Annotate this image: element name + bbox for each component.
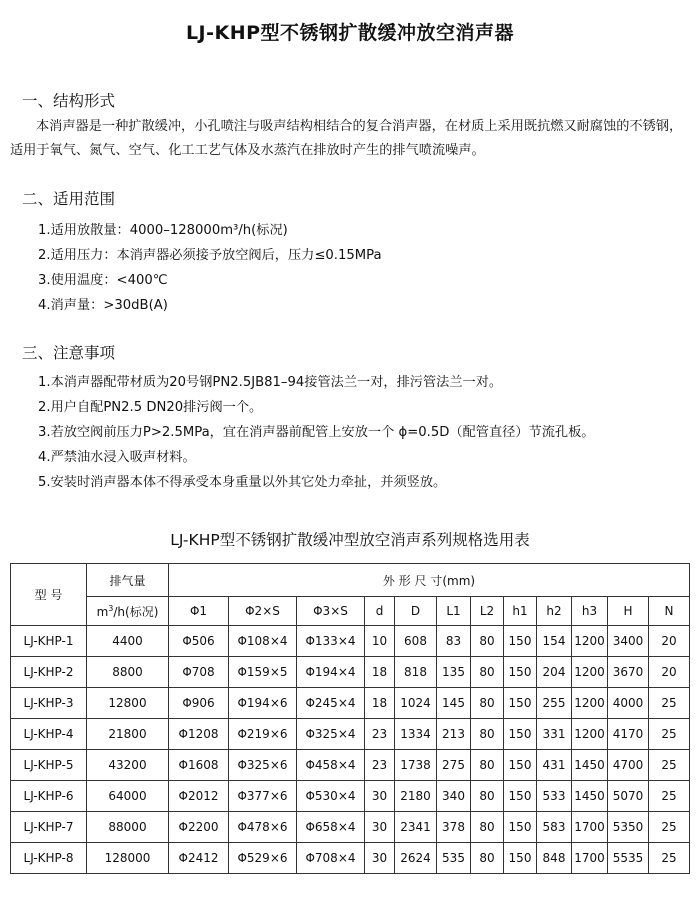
model-cell: LJ-KHP-3 <box>11 688 87 719</box>
table-header-row <box>11 564 690 597</box>
table-cell: 64000 <box>87 781 169 812</box>
table-cell: 378 <box>437 812 471 843</box>
table-cell: Φ530×4 <box>297 781 365 812</box>
table-cell: 3670 <box>608 657 649 688</box>
section-3-item: 4.严禁油水浸入吸声材料。 <box>38 450 196 465</box>
table-cell: 135 <box>437 657 471 688</box>
section-2-item: 1.适用放散量：4000–128000m³/h(标况) <box>38 223 288 238</box>
table-cell: 4400 <box>87 626 169 657</box>
table-cell: 150 <box>504 626 537 657</box>
table-cell: 80 <box>471 657 504 688</box>
model-cell: LJ-KHP-5 <box>11 750 87 781</box>
section-1-heading: 一、结构形式 <box>22 92 116 110</box>
table-cell: 23 <box>365 719 395 750</box>
table-row <box>11 688 690 719</box>
table-row <box>11 843 690 874</box>
table-subheader-row <box>11 597 690 626</box>
table-cell: 5350 <box>608 812 649 843</box>
table-cell: 80 <box>471 750 504 781</box>
table-cell: 12800 <box>87 688 169 719</box>
column-header: N <box>649 597 690 626</box>
column-header: h2 <box>537 597 572 626</box>
model-cell: LJ-KHP-2 <box>11 657 87 688</box>
table-cell: 30 <box>365 843 395 874</box>
table-cell: 21800 <box>87 719 169 750</box>
table-cell: Φ478×6 <box>229 812 297 843</box>
table-title: LJ-KHP型不锈钢扩散缓冲型放空消声系列规格选用表 <box>170 531 530 549</box>
table-cell: 1200 <box>572 657 608 688</box>
table-cell: 535 <box>437 843 471 874</box>
column-header: H <box>608 597 649 626</box>
table-cell: 20 <box>649 626 690 657</box>
table-cell: 2341 <box>395 812 437 843</box>
header-dimensions: 外 形 尺 寸(mm) <box>169 564 690 597</box>
table-cell: 431 <box>537 750 572 781</box>
table-cell: 1738 <box>395 750 437 781</box>
header-flow: 排气量 <box>87 564 169 597</box>
table-cell: 150 <box>504 812 537 843</box>
header-flow-unit: $m^3/h$(标况) <box>87 597 169 626</box>
model-cell: LJ-KHP-8 <box>11 843 87 874</box>
column-header: h3 <box>572 597 608 626</box>
table-cell: 608 <box>395 626 437 657</box>
table-cell: 3400 <box>608 626 649 657</box>
table-cell: Φ2412 <box>169 843 229 874</box>
table-cell: 150 <box>504 750 537 781</box>
table-cell: 150 <box>504 781 537 812</box>
column-header: L2 <box>471 597 504 626</box>
table-cell: 5070 <box>608 781 649 812</box>
column-header: L1 <box>437 597 471 626</box>
table-cell: 204 <box>537 657 572 688</box>
table-cell: 1200 <box>572 688 608 719</box>
section-3-item: 5.安装时消声器本体不得承受本身重量以外其它处力牵扯，并须竖放。 <box>38 475 447 490</box>
model-cell: LJ-KHP-6 <box>11 781 87 812</box>
table-cell: 18 <box>365 657 395 688</box>
table-cell: 154 <box>537 626 572 657</box>
table-cell: 10 <box>365 626 395 657</box>
table-row <box>11 626 690 657</box>
table-cell: 88000 <box>87 812 169 843</box>
table-cell: 30 <box>365 812 395 843</box>
table-cell: Φ1608 <box>169 750 229 781</box>
table-cell: Φ325×6 <box>229 750 297 781</box>
table-cell: 1334 <box>395 719 437 750</box>
table-cell: 1450 <box>572 781 608 812</box>
table-cell: 25 <box>649 843 690 874</box>
table-cell: 8800 <box>87 657 169 688</box>
table-cell: Φ194×6 <box>229 688 297 719</box>
table-cell: 5535 <box>608 843 649 874</box>
section-1-paragraph: 本消声器是一种扩散缓冲，小孔喷注与吸声结构相结合的复合消声器，在材质上采用既抗燃又耐腐蚀的不锈钢，适用于氧气、氮气、空气、化工工艺气体及水蒸汽在排放时产生的排气喷流噪声。 <box>10 119 683 158</box>
table-cell: 25 <box>649 719 690 750</box>
table-cell: 25 <box>649 750 690 781</box>
table-cell: 213 <box>437 719 471 750</box>
table-cell: Φ325×4 <box>297 719 365 750</box>
section-3-item: 2.用户自配PN2.5 DN20排污阀一个。 <box>38 400 263 415</box>
table-cell: Φ906 <box>169 688 229 719</box>
table-cell: 533 <box>537 781 572 812</box>
table-cell: Φ159×5 <box>229 657 297 688</box>
column-header: h1 <box>504 597 537 626</box>
table-cell: Φ708 <box>169 657 229 688</box>
table-cell: 43200 <box>87 750 169 781</box>
table-cell: 150 <box>504 657 537 688</box>
table-cell: 150 <box>504 843 537 874</box>
table-cell: 331 <box>537 719 572 750</box>
section-3-heading: 三、注意事项 <box>22 344 116 362</box>
table-cell: 1024 <box>395 688 437 719</box>
table-cell: 2624 <box>395 843 437 874</box>
table-cell: Φ529×6 <box>229 843 297 874</box>
table-cell: Φ458×4 <box>297 750 365 781</box>
table-cell: 80 <box>471 626 504 657</box>
column-header: d <box>365 597 395 626</box>
table-row <box>11 719 690 750</box>
section-2-item: 4.消声量：>30dB(A) <box>38 298 168 313</box>
table-row <box>11 657 690 688</box>
table-cell: 1200 <box>572 626 608 657</box>
table-cell: Φ1208 <box>169 719 229 750</box>
table-cell: Φ2012 <box>169 781 229 812</box>
table-cell: 18 <box>365 688 395 719</box>
column-header: Φ2×S <box>229 597 297 626</box>
table-cell: 848 <box>537 843 572 874</box>
section-3-item: 3.若放空阀前压力P>2.5MPa，宜在消声器前配管上安放一个 ϕ=0.5D（配管直径）节流孔板。 <box>38 425 595 440</box>
table-row <box>11 781 690 812</box>
section-2-item: 3.使用温度：<400℃ <box>38 273 168 288</box>
table-cell: 1700 <box>572 843 608 874</box>
table-cell: 25 <box>649 781 690 812</box>
table-cell: 30 <box>365 781 395 812</box>
table-row <box>11 812 690 843</box>
table-cell: Φ219×6 <box>229 719 297 750</box>
table-cell: 583 <box>537 812 572 843</box>
table-cell: 80 <box>471 781 504 812</box>
section-2-item: 2.适用压力：本消声器必须接予放空阀后，压力≤0.15MPa <box>38 248 382 263</box>
table-cell: 818 <box>395 657 437 688</box>
table-cell: 1700 <box>572 812 608 843</box>
model-cell: LJ-KHP-1 <box>11 626 87 657</box>
table-cell: 150 <box>504 719 537 750</box>
table-cell: 80 <box>471 843 504 874</box>
table-cell: Φ108×4 <box>229 626 297 657</box>
table-cell: Φ194×4 <box>297 657 365 688</box>
table-cell: 275 <box>437 750 471 781</box>
table-cell: 4170 <box>608 719 649 750</box>
table-cell: Φ2200 <box>169 812 229 843</box>
table-cell: 255 <box>537 688 572 719</box>
table-cell: 83 <box>437 626 471 657</box>
table-cell: Φ708×4 <box>297 843 365 874</box>
table-cell: 4000 <box>608 688 649 719</box>
table-cell: Φ133×4 <box>297 626 365 657</box>
table-cell: 80 <box>471 812 504 843</box>
table-cell: 128000 <box>87 843 169 874</box>
column-header: D <box>395 597 437 626</box>
table-cell: 1200 <box>572 719 608 750</box>
table-cell: 25 <box>649 688 690 719</box>
table-cell: Φ506 <box>169 626 229 657</box>
section-2-heading: 二、适用范围 <box>22 190 116 208</box>
table-cell: 1450 <box>572 750 608 781</box>
column-header: Φ1 <box>169 597 229 626</box>
table-cell: 80 <box>471 719 504 750</box>
model-cell: LJ-KHP-7 <box>11 812 87 843</box>
table-cell: 20 <box>649 657 690 688</box>
page-title: LJ-KHP型不锈钢扩散缓冲放空消声器 <box>185 22 515 44</box>
section-3-item: 1.本消声器配带材质为20号钢PN2.5JB81–94接管法兰一对，排污管法兰一对。 <box>38 375 503 390</box>
table-cell: 150 <box>504 688 537 719</box>
table-cell: 2180 <box>395 781 437 812</box>
table-cell: 23 <box>365 750 395 781</box>
table-cell: Φ245×4 <box>297 688 365 719</box>
table-cell: 340 <box>437 781 471 812</box>
table-cell: 4700 <box>608 750 649 781</box>
table-cell: 80 <box>471 688 504 719</box>
table-cell: Φ658×4 <box>297 812 365 843</box>
table-row <box>11 750 690 781</box>
table-cell: 145 <box>437 688 471 719</box>
column-header: Φ3×S <box>297 597 365 626</box>
table-cell: Φ377×6 <box>229 781 297 812</box>
header-model: 型 号 <box>11 564 87 626</box>
model-cell: LJ-KHP-4 <box>11 719 87 750</box>
spec-table <box>10 563 690 874</box>
table-cell: 25 <box>649 812 690 843</box>
